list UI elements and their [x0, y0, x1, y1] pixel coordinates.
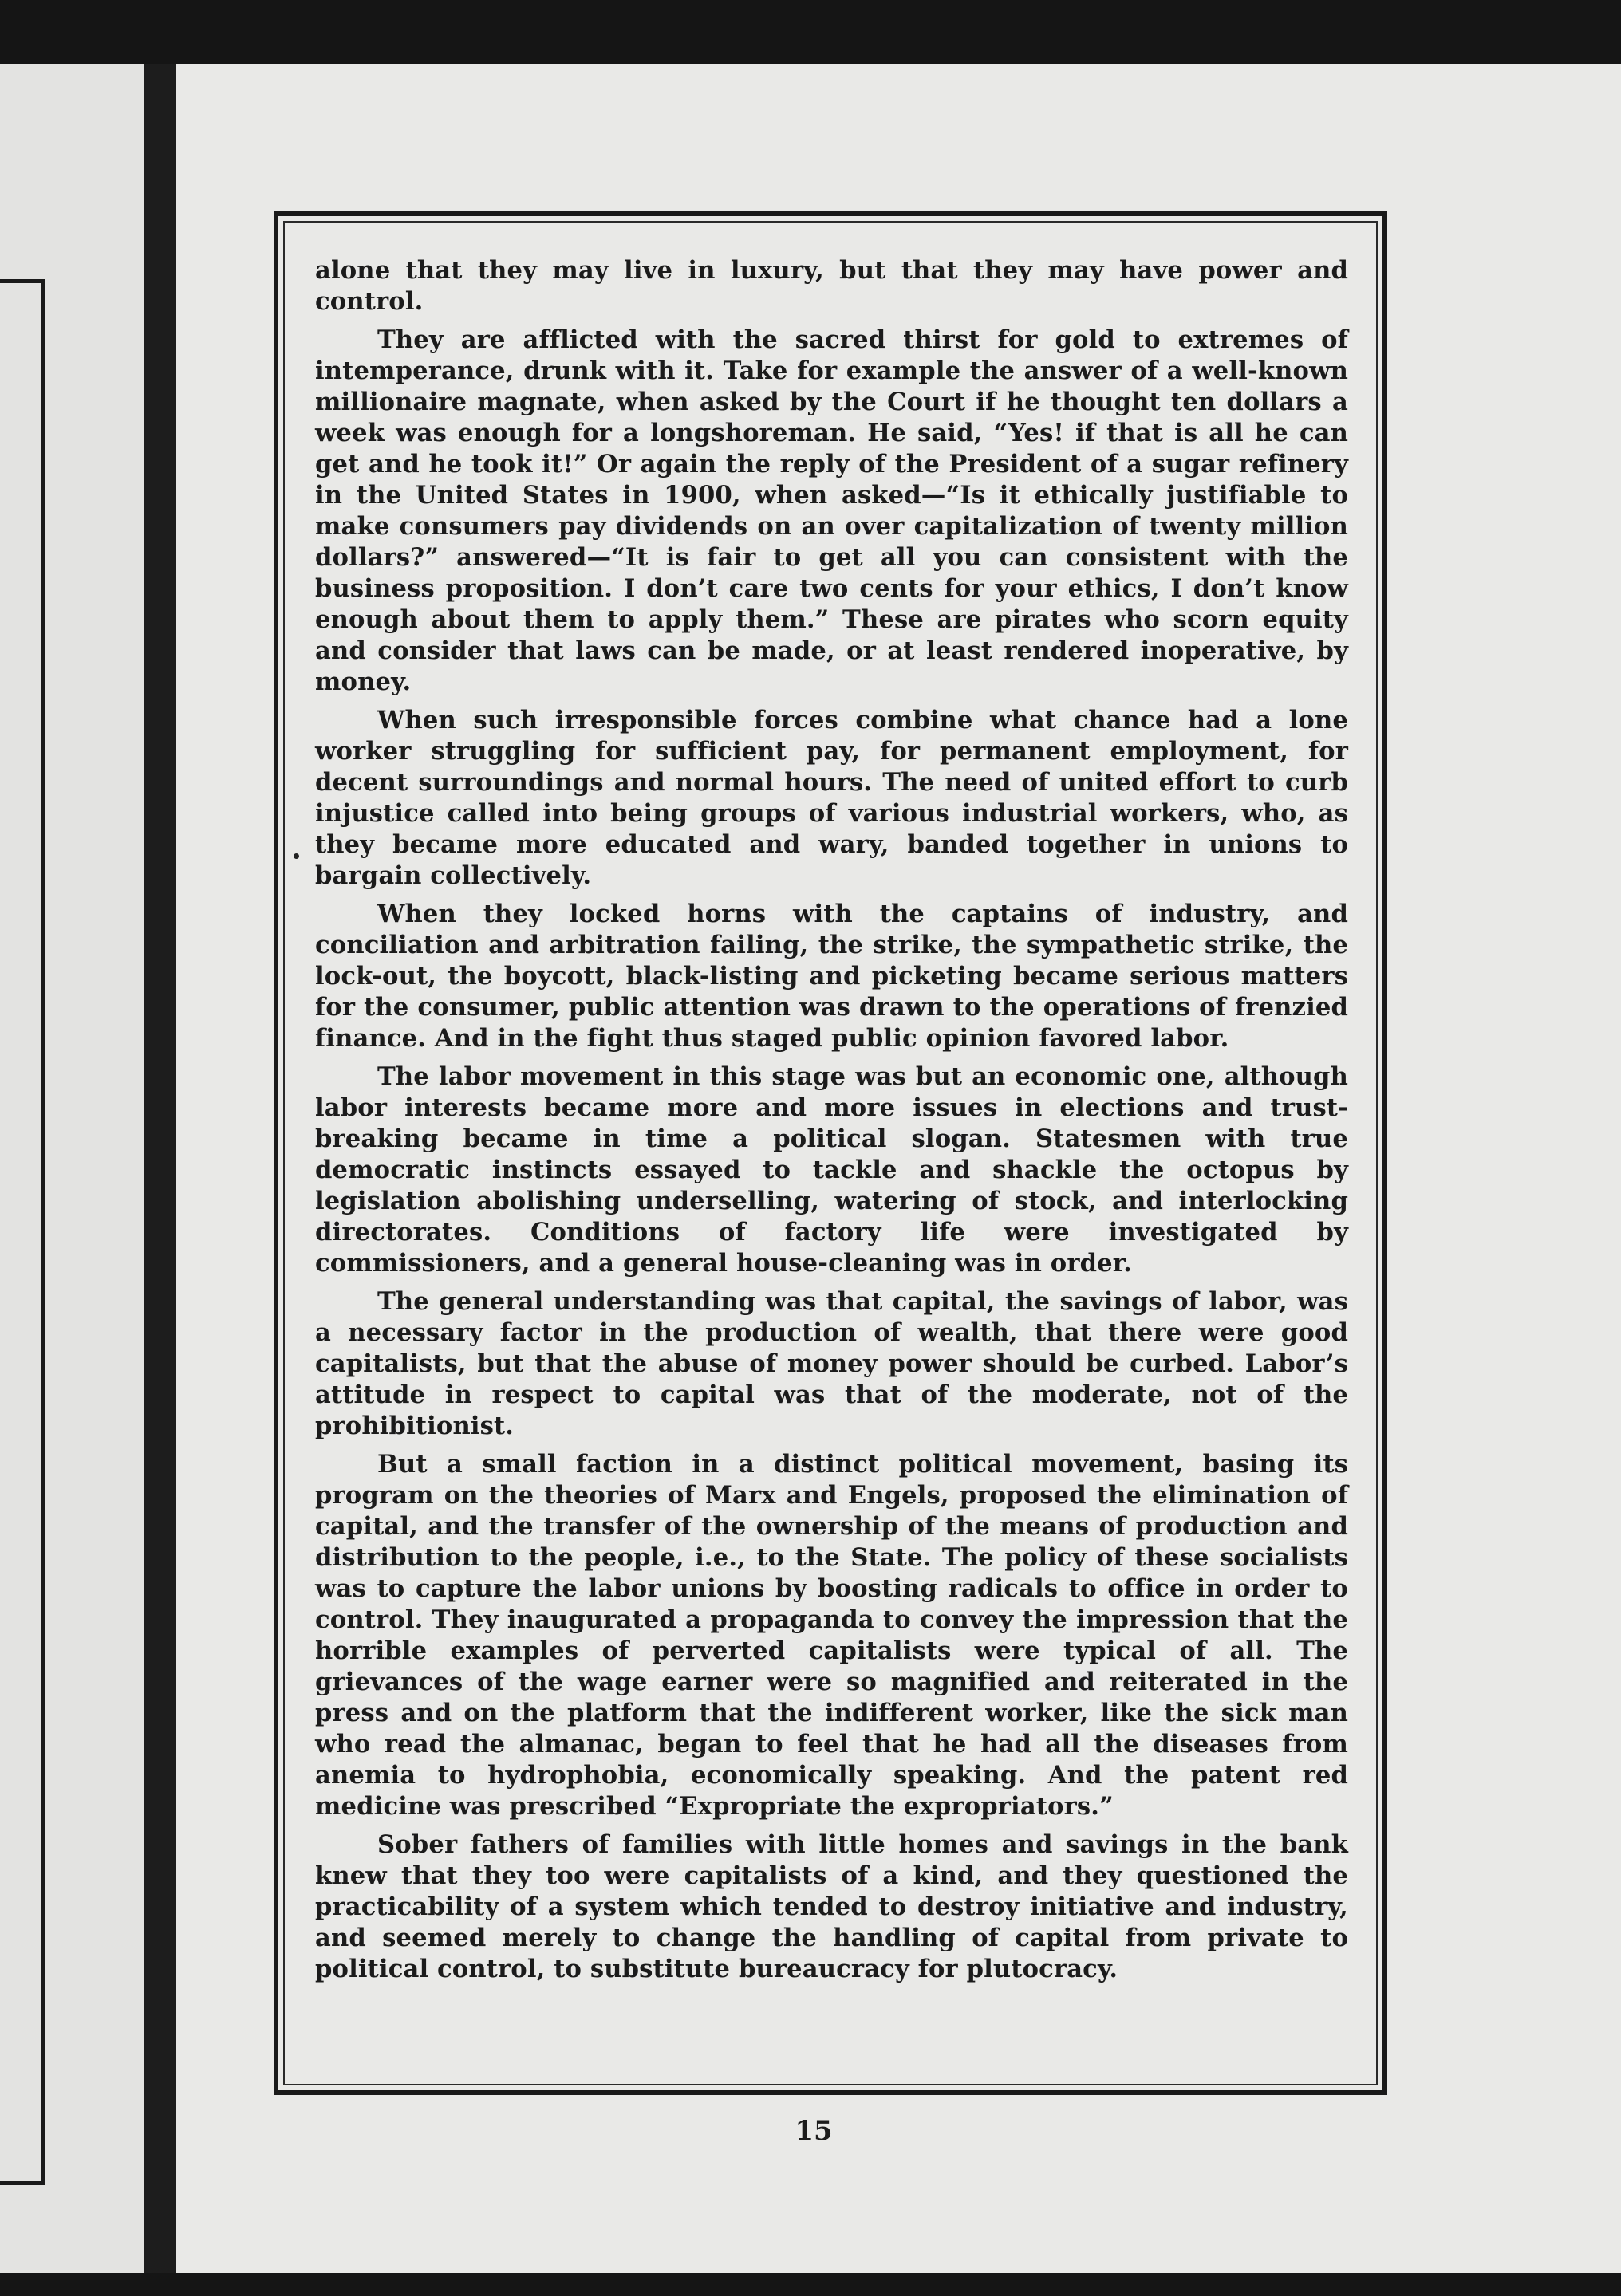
previous-page-frame — [0, 279, 45, 2185]
paragraph: When they locked horns with the captains of industry, and conciliation and arbitration failing, the strike, the sympathetic strike, the lock-out, the boycott, black-listing and picketing became serious matters for the consumer, public attention was drawn to the operations of frenzied finance. And in the fight thus staged public opinion favored labor. — [315, 900, 1348, 1053]
paragraph: The labor movement in this stage was but an economic one, although labor interests became more and more issues in elections and trust-breaking became in time a political slogan. Statesmen with true democratic instincts essayed to tackle and shackle the octopus by legislation abolishing underselling, watering of stock, and interlocking directorates. Conditions of factory life were investigated by commissioners, and a general house-cleaning was in order. — [315, 1062, 1348, 1278]
page-number: 15 — [795, 2115, 833, 2147]
book-page — [176, 64, 1621, 2273]
paragraph: When such irresponsible forces combine what chance had a lone worker struggling for sufficient pay, for permanent employment, for decent surroundings and normal hours. The need of united effort to curb injustice called into being groups of various industrial workers, who, as they became more educated and wary, banded together in unions to bargain collectively. — [315, 706, 1348, 890]
previous-page-edge — [0, 64, 144, 2273]
paragraph: Sober fathers of families with little homes and savings in the bank knew that they too were capitalists of a kind, and they questioned the practicability of a system which tended to destroy initiative and industry, and seemed merely to change the handling of capital from private to political control, to substitute bureaucracy for plutocracy. — [315, 1830, 1348, 1983]
page-gutter — [144, 64, 176, 2273]
paragraph: But a small faction in a distinct political movement, basing its program on the theories of Marx and Engels, proposed the elimination of capital, and the transfer of the ownership of the means of production and distribution to the people, i.e., to the State. The policy of these socialists was to capture the labor unions by boosting radicals to office in order to control. They inaugurated a propaganda to convey the impression that the horrible examples of perverted capitalists were typical of all. The grievances of the wage earner were so magnified and reiterated in the press and on the platform that the indifferent worker, like the sick man who read the almanac, began to feel that he had all the diseases from anemia to hydrophobia, economically speaking. And the patent red medicine was prescribed “Expropriate the expropriators.” — [315, 1450, 1348, 1821]
paragraph: They are afflicted with the sacred thirst for gold to extremes of intemperance, drunk with it. Take for example the answer of a well-known millionaire magnate, when asked by the Court if he thought ten dollars a week was enough for a longshoreman. He said, “Yes! if that is all he can get and he took it!” Or again the reply of the President of a sugar refinery in the United States in 1900, when asked—“Is it ethically justifiable to make consumers pay dividends on an over capitalization of twenty million dollars?” answered—“It is fair to get all you can consistent with the business proposition. I don’t care two cents for your ethics, I don’t know enough about them to apply them.” These are pirates who scorn equity and consider that laws can be made, or at least rendered inoperative, by money. — [315, 325, 1348, 696]
margin-ink-mark — [294, 853, 299, 859]
paragraph: alone that they may live in luxury, but that they may have power and control. — [315, 256, 1348, 316]
paragraph: The general understanding was that capital, the savings of labor, was a necessary factor in the production of wealth, that there were good capitalists, but that the abuse of money power should be curbed. Labor’s attitude in respect to capital was that of the moderate, not of the prohibitionist. — [315, 1287, 1348, 1440]
body-text — [315, 255, 1348, 1992]
